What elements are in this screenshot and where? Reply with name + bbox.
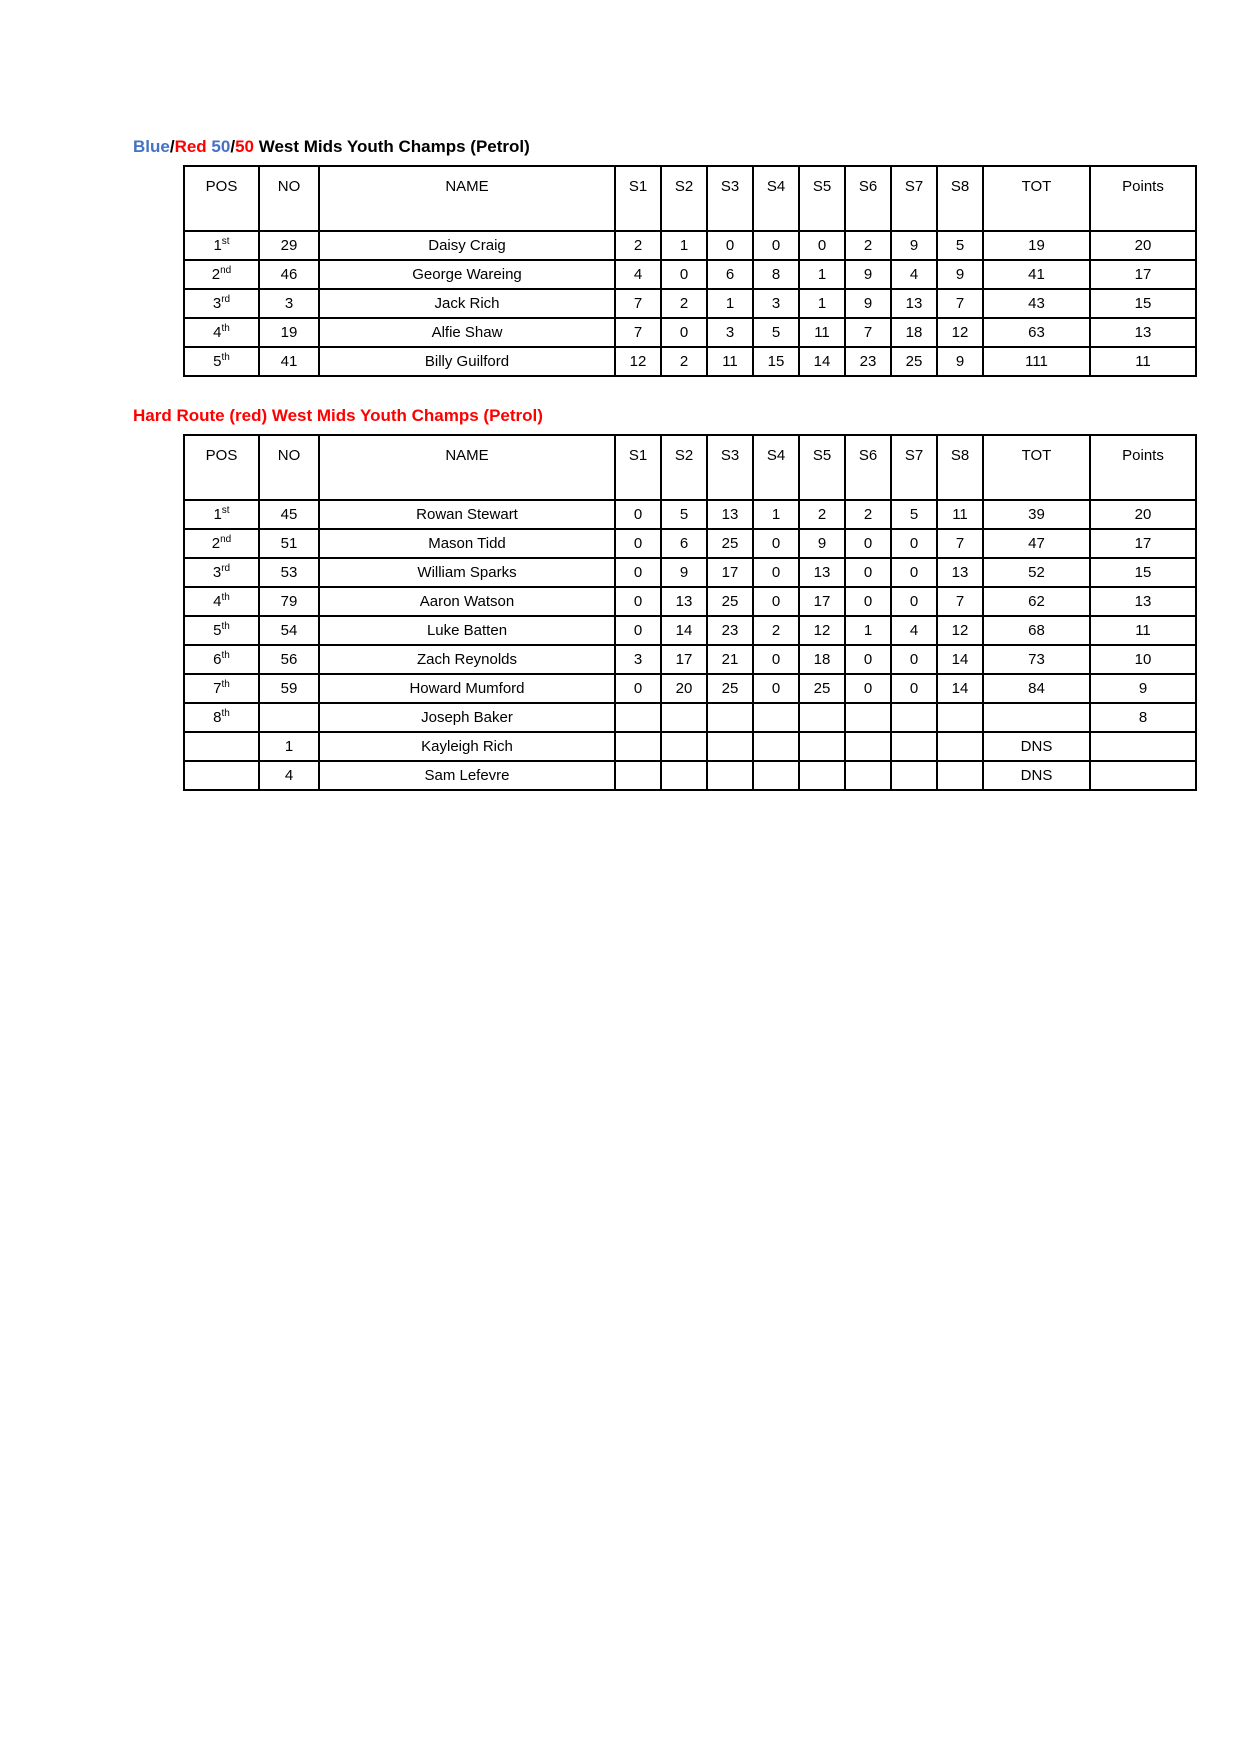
points-cell: 15 [1090, 558, 1196, 587]
section-score-cell-s2: 1 [661, 231, 707, 260]
section-score-cell-s8: 13 [937, 558, 983, 587]
title-segment: Blue [133, 137, 170, 156]
pos-value: 2 [211, 265, 221, 283]
rider-number-cell: 59 [259, 674, 319, 703]
rider-name-cell: Billy Guilford [319, 347, 615, 376]
rider-number-cell: 54 [259, 616, 319, 645]
table-row [184, 761, 1196, 790]
column-header-name: NAME [319, 166, 615, 231]
section-score-cell-s7: 0 [891, 645, 937, 674]
section-score-cell-s6: 1 [845, 616, 891, 645]
column-header-no: NO [259, 435, 319, 500]
pos-cell [184, 260, 259, 289]
pos-value: 3 [212, 563, 222, 581]
section-score-cell-s5 [799, 761, 845, 790]
rider-name-cell: Rowan Stewart [319, 500, 615, 529]
section-score-cell-s5: 13 [799, 558, 845, 587]
table-row [184, 231, 1196, 260]
table-header [184, 166, 1196, 231]
rider-number-cell: 4 [259, 761, 319, 790]
pos-ordinal-suffix: th [221, 591, 230, 603]
rider-number-cell: 53 [259, 558, 319, 587]
pos-cell [184, 674, 259, 703]
section-score-cell-s6: 23 [845, 347, 891, 376]
section-score-cell-s5: 25 [799, 674, 845, 703]
section-score-cell-s6: 0 [845, 529, 891, 558]
section-score-cell-s8: 7 [937, 289, 983, 318]
section-score-cell-s3: 11 [707, 347, 753, 376]
table-row [184, 318, 1196, 347]
column-header-s8: S8 [937, 435, 983, 500]
column-header-points: Points [1090, 435, 1196, 500]
section-score-cell-s3: 3 [707, 318, 753, 347]
pos-value: 5 [213, 621, 222, 639]
points-cell: 15 [1090, 289, 1196, 318]
table-row [184, 645, 1196, 674]
section-score-cell-s2 [661, 732, 707, 761]
total-cell: 68 [983, 616, 1090, 645]
section-score-cell-s1: 0 [615, 500, 661, 529]
section-score-cell-s7: 25 [891, 347, 937, 376]
column-header-pos: POS [184, 166, 259, 231]
section-score-cell-s1 [615, 703, 661, 732]
section-score-cell-s6: 0 [845, 645, 891, 674]
rider-number-cell [259, 703, 319, 732]
column-header-s5: S5 [799, 166, 845, 231]
section-score-cell-s8 [937, 703, 983, 732]
section-score-cell-s4: 0 [753, 529, 799, 558]
section-score-cell-s6: 9 [845, 260, 891, 289]
rider-name-cell: Sam Lefevre [319, 761, 615, 790]
section-score-cell-s4: 15 [753, 347, 799, 376]
total-cell: 43 [983, 289, 1090, 318]
rider-name-cell: George Wareing [319, 260, 615, 289]
section-score-cell-s7: 13 [891, 289, 937, 318]
results-table-blue-red-5050 [183, 165, 1197, 377]
column-header-s2: S2 [661, 166, 707, 231]
pos-value: 1 [213, 236, 222, 254]
column-header-s1: S1 [615, 166, 661, 231]
pos-cell [184, 645, 259, 674]
section-score-cell-s1: 7 [615, 289, 661, 318]
rider-name-cell: Kayleigh Rich [319, 732, 615, 761]
section-score-cell-s1 [615, 761, 661, 790]
section-score-cell-s5: 17 [799, 587, 845, 616]
section-score-cell-s2: 14 [661, 616, 707, 645]
section-score-cell-s7: 4 [891, 616, 937, 645]
column-header-s7: S7 [891, 166, 937, 231]
section-score-cell-s5: 1 [799, 289, 845, 318]
header-row [184, 435, 1196, 500]
section-score-cell-s2: 2 [661, 289, 707, 318]
section-score-cell-s8 [937, 732, 983, 761]
table-row [184, 500, 1196, 529]
points-cell: 9 [1090, 674, 1196, 703]
section-score-cell-s3 [707, 761, 753, 790]
section-score-cell-s5: 18 [799, 645, 845, 674]
column-header-s4: S4 [753, 435, 799, 500]
column-header-no: NO [259, 166, 319, 231]
pos-ordinal-suffix: th [221, 707, 230, 719]
section-score-cell-s5: 12 [799, 616, 845, 645]
section-score-cell-s5: 9 [799, 529, 845, 558]
pos-ordinal-suffix: st [221, 504, 230, 516]
section-score-cell-s3: 13 [707, 500, 753, 529]
section-score-cell-s1: 0 [615, 616, 661, 645]
section-score-cell-s4 [753, 732, 799, 761]
section-score-cell-s7: 0 [891, 674, 937, 703]
points-cell: 8 [1090, 703, 1196, 732]
section-score-cell-s6 [845, 761, 891, 790]
section-score-cell-s4: 0 [753, 558, 799, 587]
section-score-cell-s7 [891, 732, 937, 761]
section-score-cell-s4: 0 [753, 587, 799, 616]
section-score-cell-s6: 0 [845, 587, 891, 616]
section-score-cell-s7: 0 [891, 587, 937, 616]
rider-number-cell: 45 [259, 500, 319, 529]
total-cell: 19 [983, 231, 1090, 260]
pos-cell [184, 616, 259, 645]
points-cell: 17 [1090, 260, 1196, 289]
section-score-cell-s2: 17 [661, 645, 707, 674]
points-cell: 20 [1090, 231, 1196, 260]
total-cell: 73 [983, 645, 1090, 674]
column-header-s4: S4 [753, 166, 799, 231]
table-row [184, 674, 1196, 703]
section-score-cell-s8: 5 [937, 231, 983, 260]
section-score-cell-s2: 6 [661, 529, 707, 558]
section-score-cell-s3: 21 [707, 645, 753, 674]
column-header-s6: S6 [845, 166, 891, 231]
section-score-cell-s6: 0 [845, 674, 891, 703]
pos-value: 7 [213, 679, 222, 697]
section-score-cell-s8: 14 [937, 645, 983, 674]
column-header-points: Points [1090, 166, 1196, 231]
points-cell [1090, 761, 1196, 790]
title-segment: 50 [206, 137, 231, 156]
section-score-cell-s8: 7 [937, 529, 983, 558]
section-score-cell-s3 [707, 703, 753, 732]
section-score-cell-s4 [753, 703, 799, 732]
rider-name-cell: Zach Reynolds [319, 645, 615, 674]
table-row [184, 587, 1196, 616]
pos-cell [184, 703, 259, 732]
pos-cell [184, 231, 259, 260]
points-cell: 10 [1090, 645, 1196, 674]
rider-name-cell: Howard Mumford [319, 674, 615, 703]
section-score-cell-s5: 11 [799, 318, 845, 347]
pos-value: 8 [213, 708, 222, 726]
pos-ordinal-suffix: rd [221, 562, 231, 574]
section-score-cell-s4: 5 [753, 318, 799, 347]
section-score-cell-s3: 6 [707, 260, 753, 289]
table-row [184, 703, 1196, 732]
total-cell: 47 [983, 529, 1090, 558]
section-score-cell-s4: 0 [753, 231, 799, 260]
pos-cell [184, 347, 259, 376]
points-cell: 13 [1090, 318, 1196, 347]
pos-ordinal-suffix: th [221, 351, 230, 363]
section-score-cell-s2: 0 [661, 260, 707, 289]
section-score-cell-s7: 5 [891, 500, 937, 529]
section-score-cell-s5: 2 [799, 500, 845, 529]
table-row [184, 558, 1196, 587]
rider-name-cell: Jack Rich [319, 289, 615, 318]
pos-cell [184, 732, 259, 761]
section-score-cell-s7: 18 [891, 318, 937, 347]
pos-value: 1 [213, 505, 222, 523]
section-score-cell-s4: 0 [753, 674, 799, 703]
column-header-tot: TOT [983, 166, 1090, 231]
section-score-cell-s2 [661, 703, 707, 732]
pos-ordinal-suffix: th [221, 649, 230, 661]
section-score-cell-s7: 9 [891, 231, 937, 260]
table-row [184, 616, 1196, 645]
column-header-s5: S5 [799, 435, 845, 500]
section-score-cell-s3: 25 [707, 674, 753, 703]
column-header-name: NAME [319, 435, 615, 500]
rider-name-cell: Mason Tidd [319, 529, 615, 558]
section-score-cell-s1: 7 [615, 318, 661, 347]
section-score-cell-s2: 20 [661, 674, 707, 703]
results-page [0, 0, 1240, 791]
table-title-blue-red-5050 [133, 136, 1195, 158]
section-score-cell-s1: 0 [615, 587, 661, 616]
section-score-cell-s4 [753, 761, 799, 790]
table-body [184, 500, 1196, 790]
section-score-cell-s2 [661, 761, 707, 790]
pos-ordinal-suffix: st [221, 235, 230, 247]
column-header-s7: S7 [891, 435, 937, 500]
rider-number-cell: 3 [259, 289, 319, 318]
section-score-cell-s7: 4 [891, 260, 937, 289]
column-header-s3: S3 [707, 435, 753, 500]
section-score-cell-s1: 2 [615, 231, 661, 260]
section-score-cell-s8: 14 [937, 674, 983, 703]
pos-ordinal-suffix: nd [220, 264, 232, 276]
section-score-cell-s2: 2 [661, 347, 707, 376]
section-score-cell-s8: 11 [937, 500, 983, 529]
rider-name-cell: Daisy Craig [319, 231, 615, 260]
rider-number-cell: 19 [259, 318, 319, 347]
section-score-cell-s6: 9 [845, 289, 891, 318]
table-title-hard-route [133, 405, 1195, 427]
section-score-cell-s5: 0 [799, 231, 845, 260]
rider-number-cell: 41 [259, 347, 319, 376]
pos-cell [184, 289, 259, 318]
section-score-cell-s2: 9 [661, 558, 707, 587]
total-cell: 63 [983, 318, 1090, 347]
section-score-cell-s3: 17 [707, 558, 753, 587]
section-score-cell-s7: 0 [891, 529, 937, 558]
rider-number-cell: 29 [259, 231, 319, 260]
section-score-cell-s6: 7 [845, 318, 891, 347]
rider-name-cell: Joseph Baker [319, 703, 615, 732]
results-table-hard-route [183, 434, 1197, 791]
pos-cell [184, 500, 259, 529]
points-cell: 13 [1090, 587, 1196, 616]
section-score-cell-s8: 12 [937, 616, 983, 645]
column-header-s6: S6 [845, 435, 891, 500]
rider-number-cell: 46 [259, 260, 319, 289]
pos-cell [184, 761, 259, 790]
section-score-cell-s8 [937, 761, 983, 790]
total-cell: DNS [983, 732, 1090, 761]
section-score-cell-s1: 12 [615, 347, 661, 376]
pos-cell [184, 318, 259, 347]
section-score-cell-s6 [845, 703, 891, 732]
section-score-cell-s1: 0 [615, 674, 661, 703]
points-cell: 20 [1090, 500, 1196, 529]
section-score-cell-s8: 7 [937, 587, 983, 616]
rider-number-cell: 56 [259, 645, 319, 674]
section-score-cell-s3 [707, 732, 753, 761]
section-score-cell-s6 [845, 732, 891, 761]
rider-name-cell: Aaron Watson [319, 587, 615, 616]
pos-value: 5 [213, 352, 222, 370]
rider-number-cell: 51 [259, 529, 319, 558]
section-score-cell-s1 [615, 732, 661, 761]
section-score-cell-s2: 5 [661, 500, 707, 529]
section-score-cell-s3: 23 [707, 616, 753, 645]
table-row [184, 260, 1196, 289]
total-cell: 62 [983, 587, 1090, 616]
header-row [184, 166, 1196, 231]
total-cell: 52 [983, 558, 1090, 587]
section-score-cell-s8: 12 [937, 318, 983, 347]
total-cell: 41 [983, 260, 1090, 289]
section-score-cell-s8: 9 [937, 347, 983, 376]
section-score-cell-s1: 0 [615, 558, 661, 587]
pos-cell [184, 558, 259, 587]
total-cell: 84 [983, 674, 1090, 703]
rider-name-cell: Alfie Shaw [319, 318, 615, 347]
rider-number-cell: 79 [259, 587, 319, 616]
section-score-cell-s8: 9 [937, 260, 983, 289]
points-cell: 11 [1090, 347, 1196, 376]
pos-value: 3 [212, 294, 222, 312]
section-score-cell-s4: 1 [753, 500, 799, 529]
rider-number-cell: 1 [259, 732, 319, 761]
title-segment: / [230, 137, 236, 156]
section-score-cell-s5: 1 [799, 260, 845, 289]
section-score-cell-s7 [891, 761, 937, 790]
column-header-tot: TOT [983, 435, 1090, 500]
section-score-cell-s5 [799, 703, 845, 732]
table-row [184, 289, 1196, 318]
rider-name-cell: Luke Batten [319, 616, 615, 645]
column-header-s3: S3 [707, 166, 753, 231]
section-score-cell-s3: 25 [707, 529, 753, 558]
section-score-cell-s1: 3 [615, 645, 661, 674]
pos-cell [184, 587, 259, 616]
section-score-cell-s2: 0 [661, 318, 707, 347]
section-score-cell-s4: 0 [753, 645, 799, 674]
table-header [184, 435, 1196, 500]
total-cell: 39 [983, 500, 1090, 529]
title-segment: Red [174, 137, 207, 156]
table-body [184, 231, 1196, 376]
pos-ordinal-suffix: nd [220, 533, 232, 545]
section-score-cell-s1: 4 [615, 260, 661, 289]
table-row [184, 732, 1196, 761]
section-score-cell-s3: 1 [707, 289, 753, 318]
section-score-cell-s3: 0 [707, 231, 753, 260]
column-header-pos: POS [184, 435, 259, 500]
section-score-cell-s7: 0 [891, 558, 937, 587]
section-score-cell-s3: 25 [707, 587, 753, 616]
points-cell: 17 [1090, 529, 1196, 558]
column-header-s8: S8 [937, 166, 983, 231]
section-hard-route [133, 405, 1195, 791]
section-score-cell-s4: 2 [753, 616, 799, 645]
pos-value: 4 [213, 592, 222, 610]
section-score-cell-s7 [891, 703, 937, 732]
pos-ordinal-suffix: th [221, 620, 230, 632]
title-segment: West Mids Youth Champs (Petrol) [254, 137, 530, 156]
section-score-cell-s4: 8 [753, 260, 799, 289]
pos-ordinal-suffix: th [221, 678, 230, 690]
section-score-cell-s1: 0 [615, 529, 661, 558]
section-score-cell-s2: 13 [661, 587, 707, 616]
total-cell [983, 703, 1090, 732]
rider-name-cell: William Sparks [319, 558, 615, 587]
section-score-cell-s6: 2 [845, 500, 891, 529]
section-score-cell-s5: 14 [799, 347, 845, 376]
title-segment: / [169, 137, 175, 156]
pos-value: 6 [213, 650, 222, 668]
pos-ordinal-suffix: rd [221, 293, 231, 305]
pos-cell [184, 529, 259, 558]
pos-ordinal-suffix: th [221, 322, 230, 334]
column-header-s2: S2 [661, 435, 707, 500]
pos-value: 4 [213, 323, 222, 341]
section-blue-red-5050 [133, 136, 1195, 377]
title-segment: Hard Route (red) West Mids Youth Champs (Petrol) [133, 406, 543, 425]
total-cell: 111 [983, 347, 1090, 376]
section-score-cell-s6: 0 [845, 558, 891, 587]
table-row [184, 347, 1196, 376]
section-score-cell-s6: 2 [845, 231, 891, 260]
section-score-cell-s4: 3 [753, 289, 799, 318]
points-cell [1090, 732, 1196, 761]
total-cell: DNS [983, 761, 1090, 790]
pos-value: 2 [211, 534, 221, 552]
table-row [184, 529, 1196, 558]
section-score-cell-s5 [799, 732, 845, 761]
column-header-s1: S1 [615, 435, 661, 500]
title-segment: 50 [235, 137, 254, 156]
points-cell: 11 [1090, 616, 1196, 645]
